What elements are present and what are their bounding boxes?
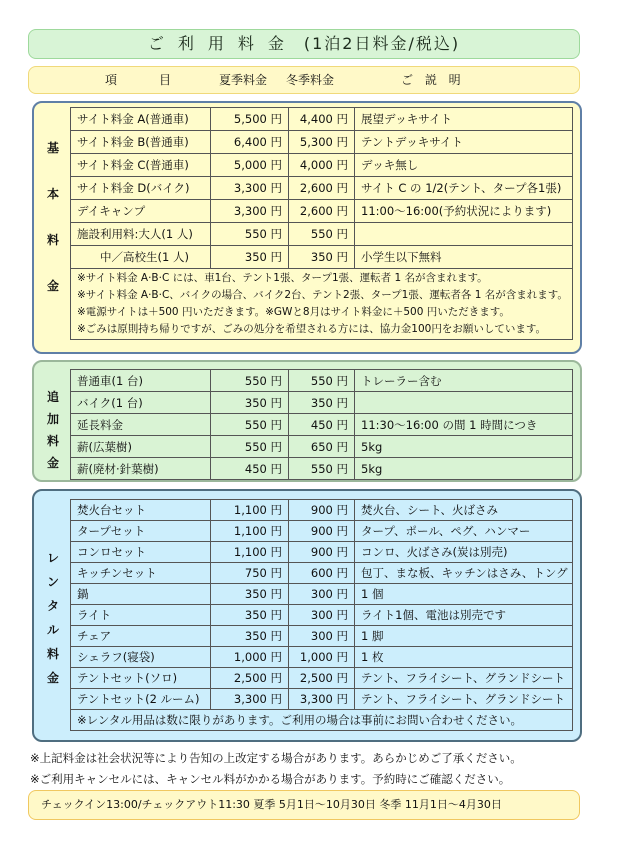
item-cell: テントセット(2 ルーム) [71,689,211,710]
table-row [71,521,573,542]
winter-price-cell: 550 円 [289,370,355,392]
table-row [71,668,573,689]
summer-price-cell: 550 円 [211,370,289,392]
table-row [71,154,573,177]
description-cell: 展望デッキサイト [355,108,573,131]
section-label-char: ン [46,575,59,589]
header-winter: 冬季料金 [286,73,335,87]
winter-price-cell: 2,500 円 [289,668,355,689]
section-label-char: タ [46,599,59,613]
item-cell: バイク(1 台) [71,392,211,414]
item-cell: テントセット(ソロ) [71,668,211,689]
item-cell: ライト [71,605,211,626]
header-item: 項 目 [105,73,178,87]
summer-price-cell: 3,300 円 [211,177,289,200]
item-cell: 施設利用料:大人(1 人) [71,223,211,246]
item-cell: 薪(廃材·針葉樹) [71,458,211,480]
winter-price-cell: 550 円 [289,458,355,480]
table-row [71,605,573,626]
summer-price-cell: 350 円 [211,392,289,414]
item-cell: コンロセット [71,542,211,563]
winter-price-cell: 300 円 [289,626,355,647]
description-cell: テント、フライシート、グランドシート [355,668,573,689]
section-label-char: 金 [46,456,59,470]
winter-price-cell: 450 円 [289,414,355,436]
description-cell: 1 脚 [355,626,573,647]
extra-fee-section [32,360,582,482]
item-cell: サイト料金 D(バイク) [71,177,211,200]
winter-price-cell: 900 円 [289,542,355,563]
description-cell: 小学生以下無料 [355,246,573,269]
table-row [71,584,573,605]
summer-price-cell: 3,300 円 [211,689,289,710]
item-cell: 延長料金 [71,414,211,436]
table-row [71,392,573,414]
description-cell [355,392,573,414]
description-cell: デッキ無し [355,154,573,177]
summer-price-cell: 3,300 円 [211,200,289,223]
description-cell: トレーラー含む [355,370,573,392]
section-label-char: レ [46,551,59,565]
section-label-char: 料 [46,647,59,661]
footer-note-2: ※ご利用キャンセルには、キャンセル料がかかる場合があります。予約時にご確認ください。 [30,772,511,786]
description-cell: 焚火台、シート、火ばさみ [355,500,573,521]
winter-price-cell: 4,400 円 [289,108,355,131]
description-cell: 5kg [355,436,573,458]
summer-price-cell: 2,500 円 [211,668,289,689]
header-desc: ご 説 明 [401,73,465,87]
basic-fee-table [70,107,573,340]
description-cell: 1 個 [355,584,573,605]
section-label-char: 料 [46,233,59,247]
page-title [28,29,580,59]
rental-note-cell: ※レンタル用品は数に限りがあります。ご利用の場合は事前にお問い合わせください。 [71,710,573,731]
summer-price-cell: 550 円 [211,414,289,436]
section-label-char: ル [46,623,59,637]
table-row [71,200,573,223]
item-cell: 中／高校生(1 人) [71,246,211,269]
table-row [71,647,573,668]
summer-price-cell: 5,000 円 [211,154,289,177]
winter-price-cell: 650 円 [289,436,355,458]
winter-price-cell: 550 円 [289,223,355,246]
rental-fee-table [70,499,573,731]
description-cell: 11:00〜16:00(予約状況によります) [355,200,573,223]
winter-price-cell: 2,600 円 [289,177,355,200]
description-cell [355,223,573,246]
item-cell: サイト料金 A(普通車) [71,108,211,131]
item-cell: シェラフ(寝袋) [71,647,211,668]
note-line: ※ごみは原則持ち帰りですが、ごみの処分を希望される方には、協力金100円をお願いしています。 [77,323,546,335]
summer-price-cell: 1,000 円 [211,647,289,668]
description-cell: 11:30〜16:00 の間 1 時間につき [355,414,573,436]
section-label-char: 基 [46,141,59,155]
description-cell: タープ、ポール、ペグ、ハンマー [355,521,573,542]
item-cell: チェア [71,626,211,647]
footer-note-1: ※上記料金は社会状況等により告知の上改定する場合があります。あらかじめご了承ください。 [30,751,522,765]
table-row [71,131,573,154]
description-cell: 1 枚 [355,647,573,668]
table-row [71,370,573,392]
summer-price-cell: 1,100 円 [211,500,289,521]
notes-row [71,269,573,340]
note-line: ※電源サイトは＋500 円いただきます。※GWと8月はサイト料金に＋500 円いただきます。 [77,306,510,318]
description-cell: ライト1個、電池は別売です [355,605,573,626]
winter-price-cell: 600 円 [289,563,355,584]
table-row [71,563,573,584]
table-row [71,436,573,458]
winter-price-cell: 350 円 [289,246,355,269]
description-cell: テントデッキサイト [355,131,573,154]
title-main: ご利用料金 [147,34,298,53]
table-row [71,108,573,131]
summer-price-cell: 750 円 [211,563,289,584]
summer-price-cell: 350 円 [211,246,289,269]
item-cell: 薪(広葉樹) [71,436,211,458]
winter-price-cell: 900 円 [289,500,355,521]
title-sub: (1泊2日料金/税込) [303,34,461,53]
section-label-char: 金 [46,279,59,293]
table-row [71,689,573,710]
summer-price-cell: 550 円 [211,436,289,458]
summer-price-cell: 1,100 円 [211,521,289,542]
winter-price-cell: 1,000 円 [289,647,355,668]
item-cell: 普通車(1 台) [71,370,211,392]
summer-price-cell: 1,100 円 [211,542,289,563]
notes-cell [71,269,573,340]
item-cell: 鍋 [71,584,211,605]
description-cell: 5kg [355,458,573,480]
winter-price-cell: 300 円 [289,584,355,605]
description-cell: 包丁、まな板、キッチンはさみ、トング [355,563,573,584]
winter-price-cell: 350 円 [289,392,355,414]
item-cell: 焚火台セット [71,500,211,521]
note-line: ※サイト料金 A·B·C、バイクの場合、バイク2台、テント2張、タープ1張、運転者各 1 名が含まれます。 [77,289,568,301]
winter-price-cell: 5,300 円 [289,131,355,154]
summer-price-cell: 350 円 [211,605,289,626]
winter-price-cell: 3,300 円 [289,689,355,710]
section-label-char: 料 [46,434,59,448]
column-header [28,66,580,94]
checkin-info: チェックイン13:00/チェックアウト11:30 夏季 5月1日〜10月30日 冬季 11月1日〜4月30日 [28,790,580,820]
description-cell: サイト C の 1/2(テント、タープ各1張) [355,177,573,200]
winter-price-cell: 900 円 [289,521,355,542]
item-cell: デイキャンプ [71,200,211,223]
summer-price-cell: 6,400 円 [211,131,289,154]
summer-price-cell: 550 円 [211,223,289,246]
rental-fee-section [32,489,582,742]
description-cell: コンロ、火ばさみ(炭は別売) [355,542,573,563]
table-row [71,542,573,563]
summer-price-cell: 350 円 [211,626,289,647]
table-row [71,246,573,269]
item-cell: サイト料金 B(普通車) [71,131,211,154]
summer-price-cell: 450 円 [211,458,289,480]
winter-price-cell: 300 円 [289,605,355,626]
summer-price-cell: 5,500 円 [211,108,289,131]
item-cell: サイト料金 C(普通車) [71,154,211,177]
summer-price-cell: 350 円 [211,584,289,605]
extra-fee-table [70,369,573,480]
item-cell: キッチンセット [71,563,211,584]
basic-fee-section [32,101,582,354]
item-cell: タープセット [71,521,211,542]
description-cell: テント、フライシート、グランドシート [355,689,573,710]
section-label-char: 加 [46,412,59,426]
header-summer: 夏季料金 [219,73,268,87]
table-row [71,626,573,647]
winter-price-cell: 4,000 円 [289,154,355,177]
table-row [71,414,573,436]
table-row [71,458,573,480]
table-row [71,500,573,521]
table-row [71,223,573,246]
notes-row [71,710,573,731]
table-row [71,177,573,200]
section-label-char: 金 [46,671,59,685]
section-label-char: 本 [46,187,59,201]
section-label-char: 追 [46,390,59,404]
winter-price-cell: 2,600 円 [289,200,355,223]
note-line: ※サイト料金 A·B·C には、車1台、テント1張、タープ1張、運転者 1 名が含まれます。 [77,272,488,284]
